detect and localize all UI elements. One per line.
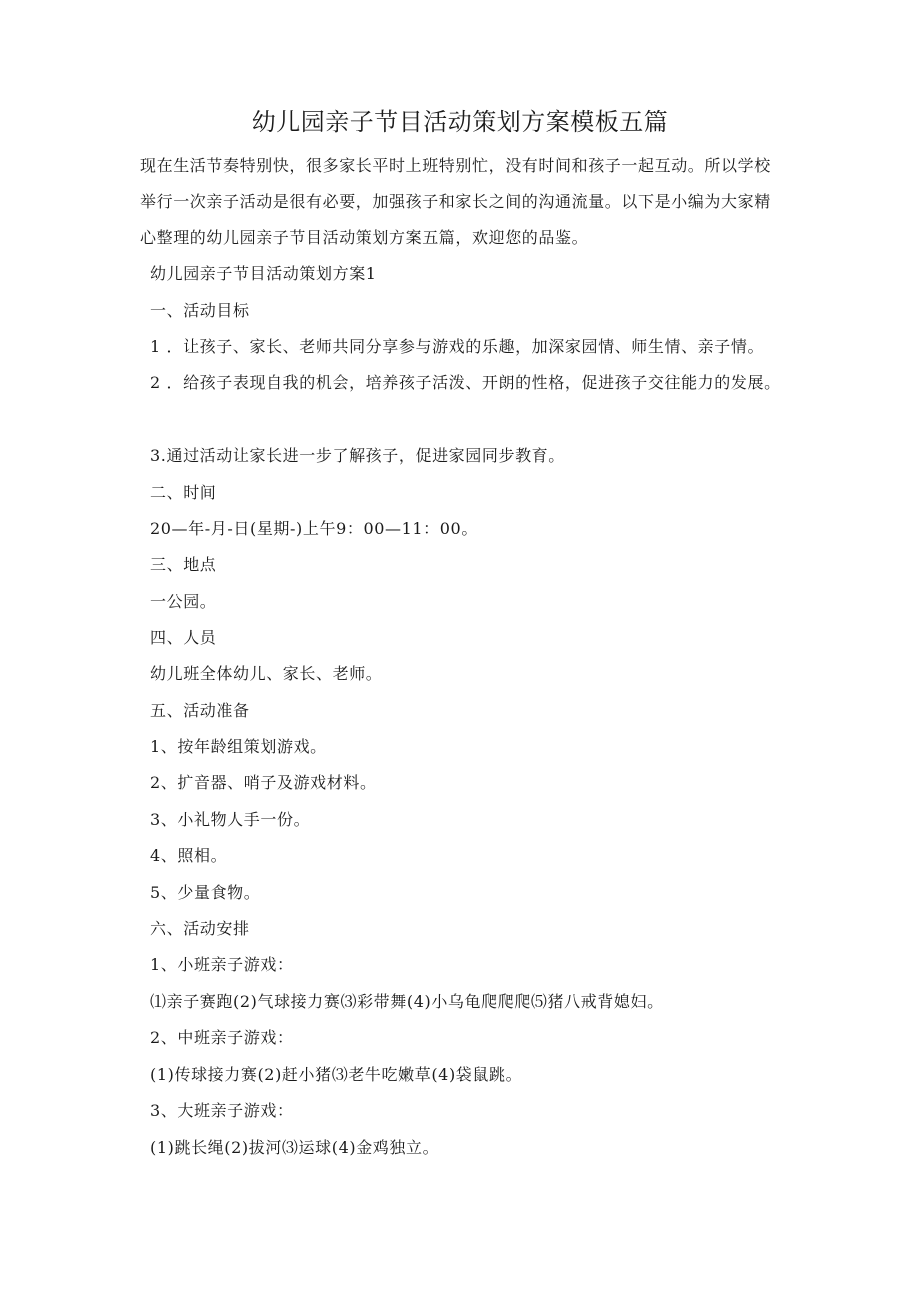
section-heading: 二、时间: [150, 483, 217, 502]
list-item: ⑴亲子赛跑(2)气球接力赛⑶彩带舞(4)小乌龟爬爬爬⑸猪八戒背媳妇。: [150, 992, 664, 1011]
intro-line: 举行一次亲子活动是很有必要，加强孩子和家长之间的沟通流量。以下是小编为大家精: [140, 192, 771, 211]
section-heading: 五、活动准备: [150, 701, 250, 720]
body-text: 幼儿班全体幼儿、家长、老师。: [150, 664, 383, 683]
list-item: 2、扩音器、哨子及游戏材料。: [150, 773, 377, 792]
section-heading: 三、地点: [150, 555, 217, 574]
section-heading: 一、活动目标: [150, 301, 250, 320]
list-item: (1)传球接力赛(2)赶小猪⑶老牛吃嫩草(4)袋鼠跳。: [150, 1065, 523, 1084]
intro-line: 心整理的幼儿园亲子节目活动策划方案五篇，欢迎您的品鉴。: [140, 228, 589, 247]
list-item: 1、按年龄组策划游戏。: [150, 737, 327, 756]
body-text: 一公园。: [150, 592, 217, 611]
list-item: 4、照相。: [150, 846, 228, 865]
section-heading: 幼儿园亲子节目活动策划方案1: [150, 264, 377, 283]
section-heading: 四、人员: [150, 628, 217, 647]
list-item: 1、小班亲子游戏：: [150, 955, 294, 974]
document-title: 幼儿园亲子节目活动策划方案模板五篇: [251, 108, 669, 136]
body-text: 20—年-月-日(星期-)上午9：00—11：00。: [150, 519, 478, 538]
list-item: (1)跳长绳(2)拔河⑶运球(4)金鸡独立。: [150, 1138, 440, 1157]
list-item: 3、大班亲子游戏：: [150, 1101, 294, 1120]
intro-line: 现在生活节奏特别快，很多家长平时上班特别忙，没有时间和孩子一起互动。所以学校: [140, 156, 771, 175]
list-item: 3、小礼物人手一份。: [150, 810, 311, 829]
list-item: 2 ．给孩子表现自我的机会，培养孩子活泼、开朗的性格，促进孩子交往能力的发展。: [150, 373, 781, 392]
list-item: 2、中班亲子游戏：: [150, 1028, 294, 1047]
list-item: 1 ．让孩子、家长、老师共同分享参与游戏的乐趣，加深家园情、师生情、亲子情。: [150, 337, 765, 356]
intro-paragraph: [140, 148, 780, 256]
section-heading: 六、活动安排: [150, 919, 250, 938]
list-item: 5、少量食物。: [150, 883, 261, 902]
list-item: 3.通过活动让家长进一步了解孩子，促进家园同步教育。: [150, 446, 565, 465]
